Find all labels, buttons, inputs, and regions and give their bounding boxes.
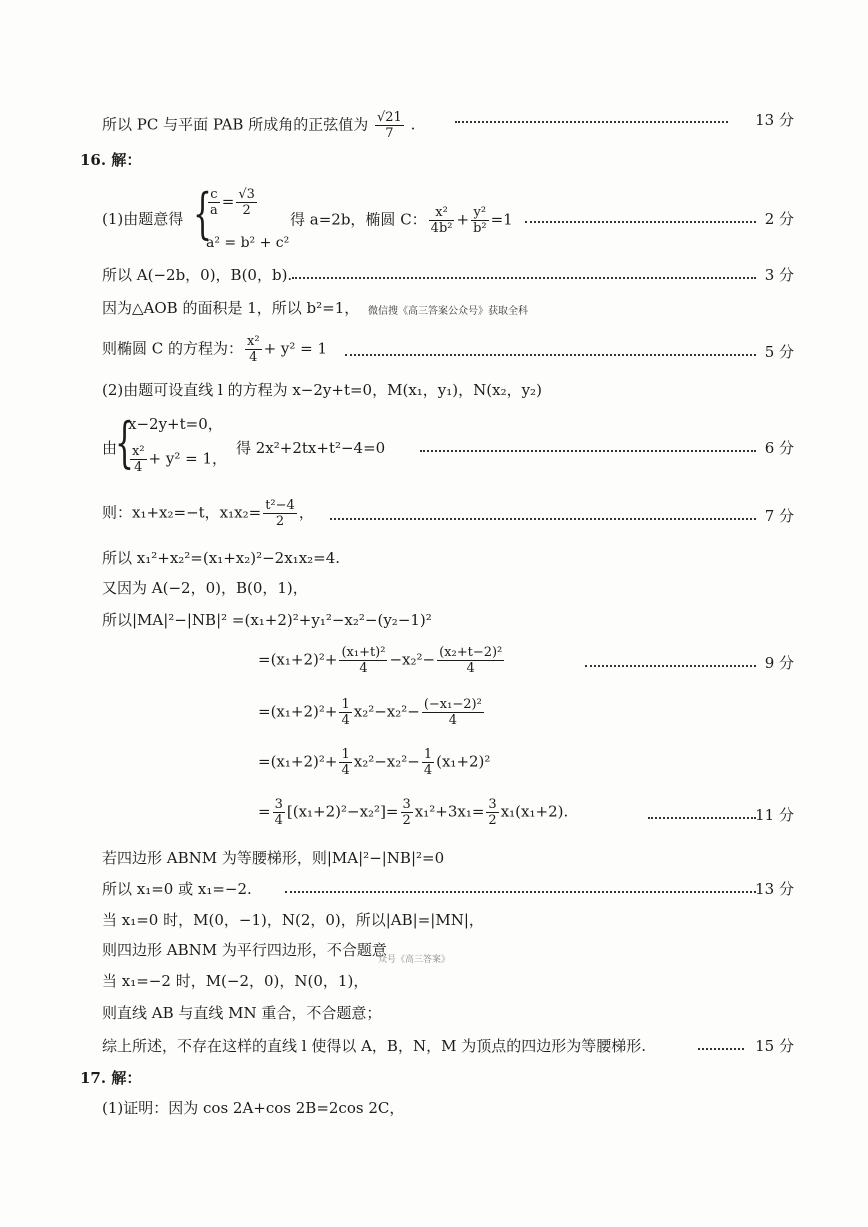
answer-line: 综上所述，不存在这样的直线 l 使得以 A，B，N，M 为顶点的四边形为等腰梯形. 15 分 [102,1037,794,1055]
fraction: $\frac{1}{4}$ [341,697,350,728]
leader-dots [330,516,756,520]
score-label: 3 分 [764,266,794,284]
fraction: $\frac{\text{(x₁+t)²}}{4}$ [341,645,386,676]
fraction: $\frac{\text{y²}}{\text{b²}}$ [473,205,487,236]
score-label: 6 分 [764,439,794,457]
watermark-note: 微信搜《高三答案公众号》获取全科 [368,306,528,317]
leader-dots [345,352,756,356]
leader-dots [455,119,728,123]
answer-line: (1)证明：因为 cos 2A+cos 2B=2cos 2C， [102,1099,405,1117]
fraction: $\frac{\text{t²−4}}{2}$ [265,498,295,529]
answer-line: 又因为 A(−2，0)，B(0，1)， [102,579,308,597]
leader-dots [285,889,756,893]
answer-line: 若四边形 ABNM 为等腰梯形，则|MA|²−|NB|²=0 [102,849,445,867]
fraction: $\frac{√3}{2}$ [238,187,255,218]
fraction: $\frac{3}{4}$ [274,797,283,828]
answer-line: 所以 PC 与平面 PAB 所成角的正弦值为 $\frac{√21}{7}$ . 13 分 [102,110,794,141]
answer-line: = $\frac{3}{4}$ [(x₁+2)²−x₂²]= $\frac{3}{2}$ x₁²+3x₁= $\frac{3}{2}$ x₁(x₁+2). 11 分 [258,797,794,828]
fraction: $\frac{1}{4}$ [341,747,350,778]
answer-line: =(x₁+2)²+ $\frac{1}{4}$ x₂²−x₂²− $\frac{\text{(−x₁−2)²}}{4}$ [258,697,482,728]
score-label: 15 分 [755,1037,794,1055]
brace: { [193,182,212,245]
answer-line: 当 x₁=−2 时，M(−2，0)，N(0，1)， [102,972,369,990]
fraction: $\frac{\text{x²}}{4}$ [247,334,260,365]
leader-dots [525,219,756,223]
answer-line: 所以|MA|²−|NB|² =(x₁+2)²+y₁²−x₂²−(y₂−1)² [102,611,432,629]
fraction: $\frac{3}{2}$ [402,797,411,828]
answer-line: 由 { x−2y+t=0， $\frac{\text{x²}}{4}$ + y² = 1， 得 2x²+2tx+t²−4=0 6 分 [102,411,794,475]
score-label: 5 分 [764,343,794,361]
answer-line: 则直线 AB 与直线 MN 重合，不合题意； [102,1004,382,1022]
leader-dots [698,1046,744,1050]
score-label: 2 分 [764,210,794,228]
leader-dots [420,448,756,452]
watermark-note: 众号《高三答案》 [378,955,451,965]
score-label: 13 分 [755,880,794,898]
score-label: 7 分 [764,507,794,525]
answer-line: 因为△AOB 的面积是 1，所以 b²=1， 微信搜《高三答案公众号》获取全科 [0,298,868,338]
leader-dots [585,663,756,667]
answer-line: 则：x₁+x₂=−t，x₁x₂= $\frac{\text{t²−4}}{2}$ ， 7 分 [102,498,794,529]
answer-line: 当 x₁=0 时，M(0，−1)，N(2，0)，所以|AB|=|MN|， [102,911,484,929]
line-text: 所以 PC 与平面 PAB 所成角的正弦值为 [102,115,369,134]
answer-line: 则椭圆 C 的方程为： $\frac{\text{x²}}{4}$ + y² = 1 5 分 [102,334,794,365]
answer-line: (2)由题可设直线 l 的方程为 x−2y+t=0，M(x₁，y₁)，N(x₂，y₂) [102,381,542,399]
answer-line: 所以 x₁=0 或 x₁=−2. 13 分 [102,880,794,898]
fraction: $\frac{3}{2}$ [488,797,497,828]
fraction: $\frac{\text{x²}}{\text{4b²}}$ [430,205,453,236]
fraction: $\frac{\text{x²}}{4}$ [132,444,145,475]
score-label: 9 分 [764,654,794,672]
brace: { [115,411,134,474]
answer-line: =(x₁+2)²+ $\frac{1}{4}$ x₂²−x₂²− $\frac{1}{4}$ (x₁+2)² [258,747,491,778]
answer-line: =(x₁+2)²+ $\frac{\text{(x₁+t)²}}{4}$ −x₂²− $\frac{\text{(x₂+t−2)²}}{4}$ 9 分 [258,645,794,676]
answer-line: 则四边形 ABNM 为平行四边形，不合题意 众号《高三答案》 [0,940,868,980]
answer-line: (1)由题意得 { $\frac{c}{a}$ = $\frac{√3}{2}$ a² = b² + c² 得 a=2b，椭圆 C： $\frac{\text{x²}}{\text{4b²}}$ + $\frac{\text{y²}}{\text{b²}}$ =1 2 分 [102,182,794,251]
fraction: $\frac{c}{a}$ [210,187,218,218]
score-label: 11 分 [755,806,794,824]
question-header: 16. 解： [80,151,142,169]
leader-dots [292,275,756,279]
score-label: 13 分 [755,111,794,129]
answer-line: 所以 x₁²+x₂²=(x₁+x₂)²−2x₁x₂=4. [102,549,341,567]
fraction: $\frac{\text{(−x₁−2)²}}{4}$ [423,697,482,728]
fraction: $\frac{√21}{7}$ [377,110,402,141]
answer-line: 所以 A(−2b，0)，B(0，b). 3 分 [102,266,794,284]
fraction: $\frac{\text{(x₂+t−2)²}}{4}$ [439,645,503,676]
fraction: $\frac{1}{4}$ [423,747,433,778]
question-header: 17. 解： [80,1069,142,1087]
leader-dots [648,815,756,819]
